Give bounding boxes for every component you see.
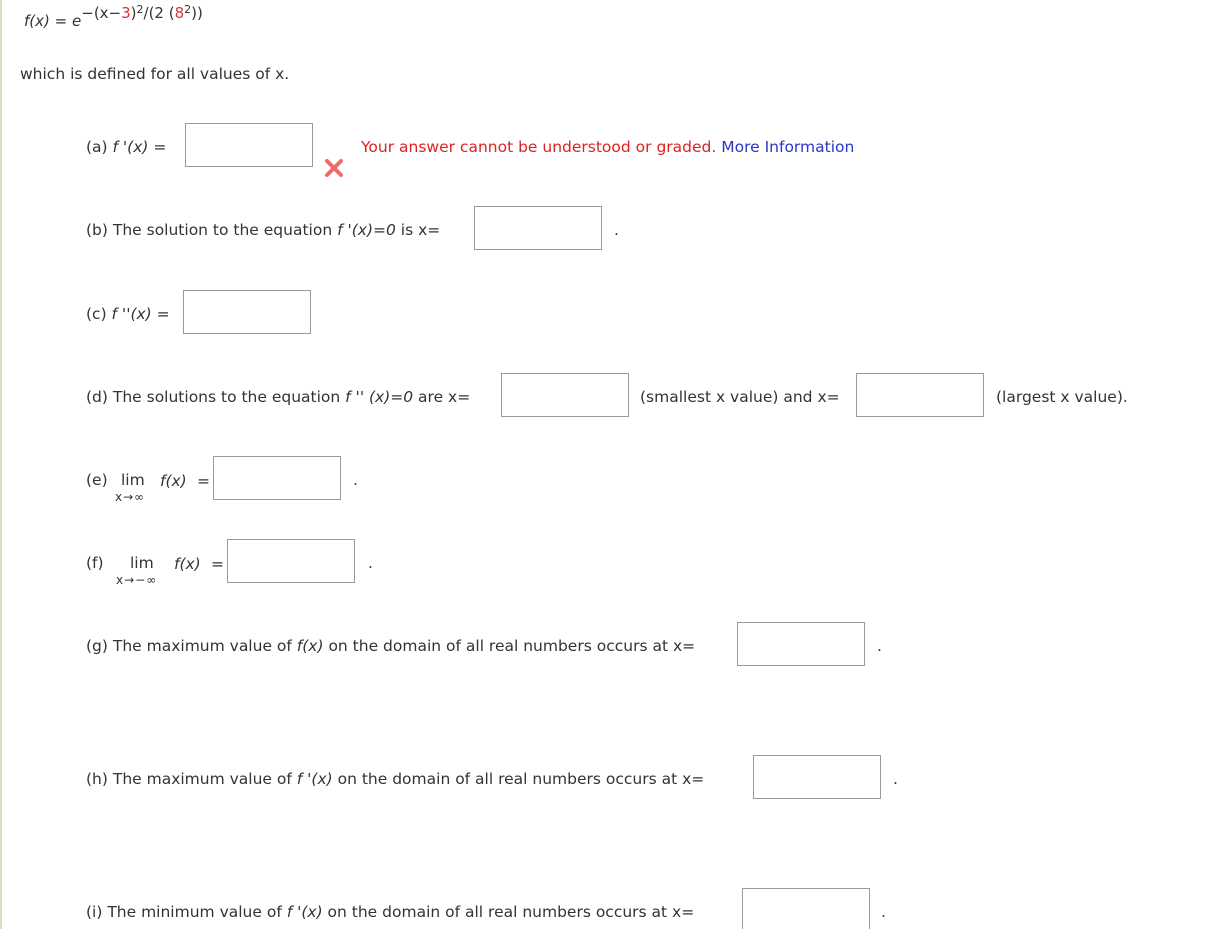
part-e-input[interactable] bbox=[213, 456, 341, 500]
part-e-label: (e) bbox=[86, 471, 108, 489]
part-g-function: f(x) bbox=[296, 637, 324, 655]
part-f-fx: f(x) bbox=[174, 555, 201, 573]
formula-equals: = bbox=[54, 12, 68, 30]
part-b-input[interactable] bbox=[474, 206, 602, 250]
part-b-prefix: (b) The solution to the equation bbox=[86, 221, 338, 239]
part-d-suffix: are x= bbox=[413, 388, 471, 406]
formula-lhs: f(x) bbox=[24, 12, 50, 30]
part-i-input[interactable] bbox=[742, 888, 870, 929]
part-d-input-largest[interactable] bbox=[856, 373, 984, 417]
x-mark-icon bbox=[323, 157, 345, 179]
part-i-prefix: (i) The minimum value of bbox=[86, 903, 287, 921]
part-c-function: f ''(x) bbox=[111, 305, 152, 323]
part-f-lim-subscript: x→−∞ bbox=[116, 573, 158, 587]
exponent-power: 2 bbox=[136, 3, 144, 16]
part-f-lim: lim bbox=[130, 554, 154, 572]
part-h-label bbox=[86, 770, 704, 788]
part-e-period: . bbox=[353, 471, 358, 489]
part-i-suffix: on the domain of all real numbers occurs at x= bbox=[322, 903, 695, 921]
part-e-equals: = bbox=[197, 472, 210, 490]
part-h-function: f '(x) bbox=[296, 770, 333, 788]
part-e-fx: f(x) bbox=[160, 472, 187, 490]
exponent-power: 2 bbox=[184, 3, 192, 16]
part-f-input[interactable] bbox=[227, 539, 355, 583]
part-f-period: . bbox=[368, 554, 373, 572]
part-b-label bbox=[86, 221, 440, 239]
part-g-prefix: (g) The maximum value of bbox=[86, 637, 297, 655]
part-d-label bbox=[86, 388, 470, 406]
intro-text: which is defined for all values of x. bbox=[20, 65, 290, 83]
exp-part-3: $^2$)) bbox=[184, 3, 203, 22]
part-f-equals: = bbox=[211, 555, 224, 573]
part-a-feedback bbox=[361, 138, 854, 156]
part-c-prefix: (c) bbox=[86, 305, 112, 323]
part-a-input[interactable] bbox=[185, 123, 313, 167]
part-g-label bbox=[86, 637, 695, 655]
part-h-period: . bbox=[893, 770, 898, 788]
part-h-input[interactable] bbox=[753, 755, 881, 799]
part-d-middle-text: (smallest x value) and x= bbox=[640, 388, 840, 406]
part-b-suffix: is x= bbox=[395, 221, 441, 239]
part-i-label bbox=[86, 903, 694, 921]
formula-exponent bbox=[81, 4, 203, 22]
part-d-tail-text: (largest x value). bbox=[996, 388, 1128, 406]
part-b-period: . bbox=[614, 221, 619, 239]
part-g-input[interactable] bbox=[737, 622, 865, 666]
part-c-label bbox=[86, 305, 170, 323]
part-b-function: f '(x)=0 bbox=[337, 221, 396, 239]
part-f-label: (f) bbox=[86, 554, 104, 572]
more-information-link[interactable]: More Information bbox=[721, 138, 855, 156]
part-g-period: . bbox=[877, 637, 882, 655]
part-a-prefix: (a) bbox=[86, 138, 113, 156]
exp-sigma-value: 8 bbox=[174, 4, 185, 22]
part-e-lim-subscript: x→∞ bbox=[115, 490, 146, 504]
error-message: Your answer cannot be understood or graded. bbox=[361, 138, 717, 156]
part-c-equals: = bbox=[151, 305, 170, 323]
part-h-suffix: on the domain of all real numbers occurs at x= bbox=[332, 770, 705, 788]
part-a-function: f '(x) bbox=[112, 138, 149, 156]
part-d-prefix: (d) The solutions to the equation bbox=[86, 388, 346, 406]
part-d-function: f '' (x)=0 bbox=[345, 388, 414, 406]
function-definition bbox=[24, 3, 203, 30]
exp-part-2: )$^2$/(2 ( bbox=[130, 3, 175, 22]
part-h-prefix: (h) The maximum value of bbox=[86, 770, 297, 788]
left-border bbox=[0, 0, 2, 929]
part-d-input-smallest[interactable] bbox=[501, 373, 629, 417]
part-c-input[interactable] bbox=[183, 290, 311, 334]
part-i-function: f '(x) bbox=[286, 903, 323, 921]
formula-base: e bbox=[72, 12, 82, 30]
part-i-period: . bbox=[881, 903, 886, 921]
part-g-suffix: on the domain of all real numbers occurs at x= bbox=[323, 637, 696, 655]
part-a-label bbox=[86, 138, 166, 156]
part-e-lim: lim bbox=[121, 471, 145, 489]
part-a-equals: = bbox=[148, 138, 167, 156]
exp-part-1: −(x− bbox=[81, 4, 122, 22]
exp-center-value: 3 bbox=[121, 4, 131, 22]
